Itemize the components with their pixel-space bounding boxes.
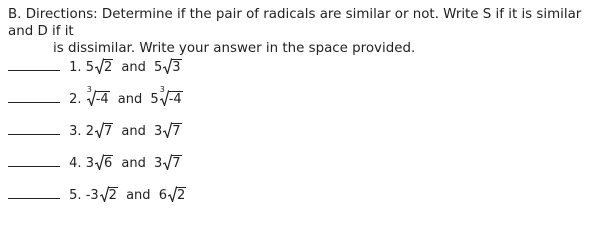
radical (163, 152, 181, 174)
answer-blank-2[interactable] (8, 89, 60, 103)
radicand: 7 (172, 156, 181, 171)
radical (159, 85, 183, 110)
radical (95, 120, 113, 142)
radicand: 7 (103, 124, 113, 139)
radical (163, 120, 181, 142)
radical-sign-icon (163, 154, 172, 170)
coefficient: 5 (150, 92, 159, 107)
directions-line-1: B. Directions: Determine if the pair of radicals are similar or not. Write S if it is similar and D if it (8, 7, 582, 39)
radicand: 2 (176, 188, 186, 203)
radical-sign-icon (163, 58, 172, 74)
radicand: 6 (103, 156, 113, 171)
radical-sign-icon (100, 186, 109, 202)
radicand: -4 (95, 92, 109, 107)
coefficient: 2 (85, 124, 94, 139)
radical-sign-icon (95, 154, 104, 170)
radicand: 2 (108, 188, 117, 203)
coefficient: 3 (154, 124, 163, 139)
coefficient: -3 (85, 188, 99, 203)
answer-blank-3[interactable] (8, 121, 60, 135)
and-word: and (121, 156, 146, 171)
radical-sign-icon (163, 122, 172, 138)
answer-blank-5[interactable] (8, 185, 60, 199)
radical (163, 56, 181, 78)
radicand: 3 (172, 60, 181, 75)
radical-sign-icon (95, 122, 104, 138)
question-2 (8, 85, 183, 108)
radical-sign-icon (168, 186, 177, 202)
radical (168, 184, 186, 206)
radicand: 2 (103, 60, 113, 75)
and-word: and (121, 60, 146, 75)
radical (95, 152, 113, 174)
radical (86, 85, 110, 110)
coefficient: 5 (85, 60, 94, 75)
directions-line-2: is dissimilar. Write your answer in the space provided. (53, 41, 416, 56)
question-1 (8, 56, 182, 76)
and-word: and (117, 92, 143, 107)
question-number: 5. (69, 188, 82, 203)
radicand: 7 (172, 124, 181, 139)
coefficient: 6 (158, 188, 167, 203)
question-number: 2. (69, 92, 82, 107)
coefficient: 5 (154, 60, 163, 75)
and-word: and (121, 124, 146, 139)
radical-index: 3 (159, 85, 165, 94)
question-number: 1. (69, 60, 82, 75)
answer-blank-1[interactable] (8, 57, 60, 71)
coefficient: 3 (154, 156, 163, 171)
radical-index: 3 (86, 85, 92, 94)
question-3 (8, 120, 182, 140)
question-number: 4. (69, 156, 82, 171)
question-number: 3. (69, 124, 82, 139)
directions-text (8, 6, 606, 57)
answer-blank-4[interactable] (8, 153, 60, 167)
radical (95, 56, 113, 78)
radical (100, 184, 118, 206)
question-5 (8, 184, 186, 204)
radical-sign-icon (95, 58, 104, 74)
radicand: -4 (168, 92, 182, 107)
coefficient: 3 (85, 156, 94, 171)
and-word: and (126, 188, 151, 203)
question-4 (8, 152, 182, 172)
